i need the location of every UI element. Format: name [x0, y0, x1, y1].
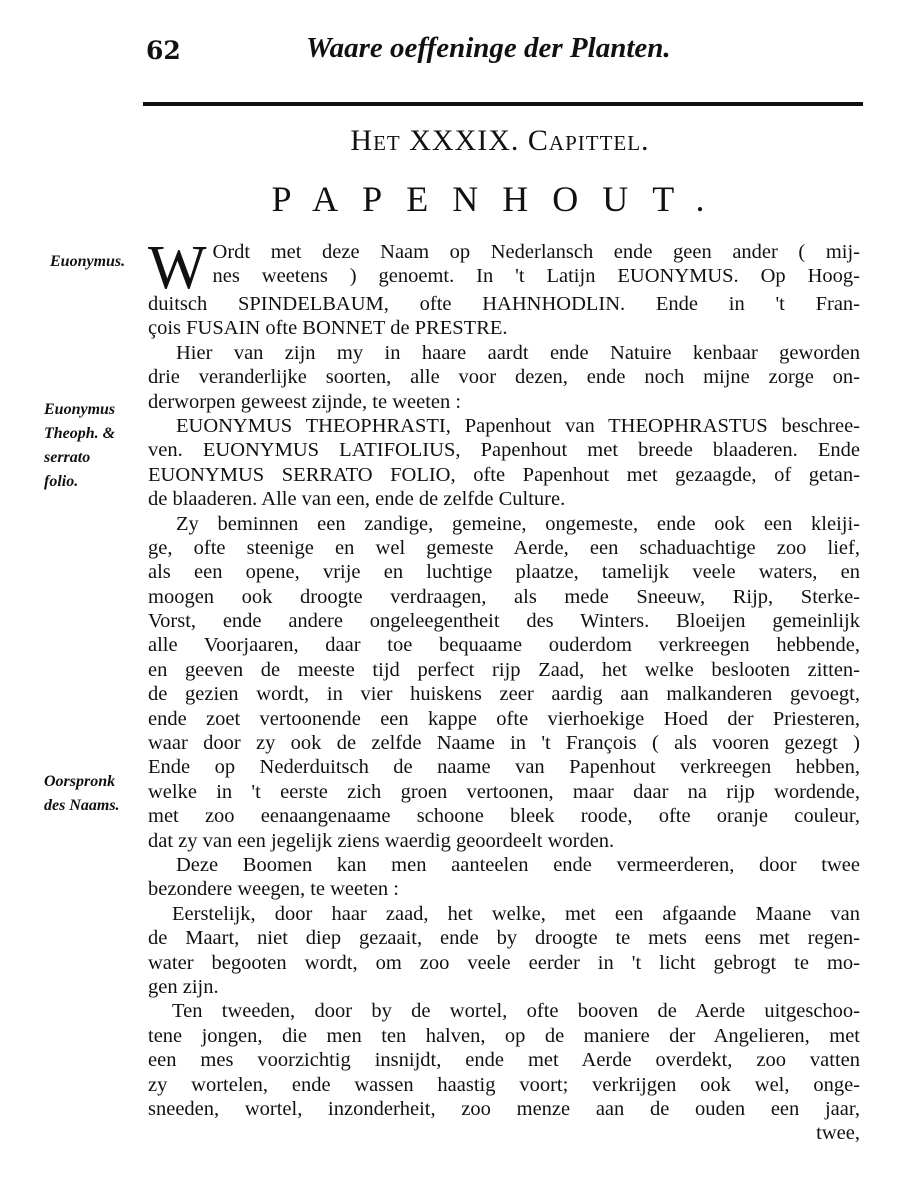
margin-notes — [0, 0, 150, 1200]
text-line: Hier van zijn my in haare aardt ende Natuire kenbaar geworden — [176, 341, 860, 364]
text-line: water begooten wordt, om zoo veele eerder in 't licht gebrogt te mo- — [148, 951, 860, 974]
text-line: moogen ook droogte verdraagen, als mede Sneeuw, Rijp, Sterke- — [148, 585, 860, 608]
text-line: Zy beminnen een zandige, gemeine, ongemeste, ende ook een kleiji- — [176, 512, 860, 535]
margin-note-euonymus: Euonymus. — [50, 253, 126, 270]
text-line: EUONYMUS THEOPHRASTI, Papenhout van THEOPHRASTUS beschree- — [176, 414, 860, 437]
text-line: EUONYMUS SERRATO FOLIO, ofte Papenhout met gezaagde, of getan- — [148, 463, 860, 486]
text-line: gen zijn. — [148, 975, 219, 998]
text-line: çois FUSAIN ofte BONNET de PRESTRE. — [148, 317, 508, 340]
text-line: ge, ofte steenige en wel gemeste Aerde, een schaduachtige zoo lief, — [148, 536, 860, 559]
running-title: Waare oeffeninge der Planten. — [306, 32, 671, 64]
text-line: een mes voorzichtig insnijdt, ende met Aerde overdekt, zoo vatten — [148, 1049, 860, 1072]
catchword: twee, — [816, 1122, 860, 1145]
text-line: derworpen geweest zijnde, te weeten : — [148, 390, 462, 413]
text-line: Vorst, ende andere ongeleegentheit des Winters. Bloeijen gemeinlijk — [148, 610, 860, 633]
first-paragraph-block — [148, 240, 860, 292]
header-rule — [143, 102, 863, 106]
text-line: de Maart, niet diep gezaait, ende by droogte te mets eens met regen- — [148, 927, 860, 950]
margin-note-origin: Oorspronk des Naams. — [44, 773, 120, 814]
text-line: ven. EUONYMUS LATIFOLIUS, Papenhout met breede blaaderen. Ende — [148, 439, 860, 462]
text-line: alle Voorjaaren, daar toe bequaame ouderdom verkreegen hebbende, — [148, 634, 860, 657]
text-line: met zoo eenaangenaame schoone bleek roode, ofte oranje couleur, — [148, 805, 860, 828]
text-line: de gezien wordt, in vier huiskens zeer aardig aan malkanderen gevoegt, — [148, 683, 860, 706]
text-line: tene jongen, die men ten halven, op de maniere der Angelieren, met — [148, 1024, 860, 1047]
text-line: de blaaderen. Alle van een, ende de zelfde Culture. — [148, 488, 566, 511]
margin-note-varieties: Euonymus Theoph. & serrato folio. — [44, 401, 116, 490]
text-line: Ende op Nederduitsch de naame van Papenhout verkreegen hebben, — [148, 756, 860, 779]
text-line: en geeven de meeste tijd perfect rijp Zaad, het welke beslooten zitten- — [148, 658, 860, 681]
text-line: welke in 't eerste zich groen vertoonen, maar daar na rijp wordende, — [148, 780, 860, 803]
page-number: 62 — [146, 36, 181, 65]
text-line: Ten tweeden, door by de wortel, ofte booven de Aerde uitgeschoo- — [172, 1000, 860, 1023]
text-line: Ordt met deze Naam op Nederlansch ende geen ander ( mij- — [212, 241, 860, 263]
text-line: drie veranderlijke soorten, alle voor dezen, ende noch mijne zorge on- — [148, 366, 860, 389]
text-line: waar door zy ook de zelfde Naame in 't François ( als vooren gezegt ) — [148, 732, 860, 755]
text-line: dat zy van een jegelijk ziens waerdig geoordeelt worden. — [148, 829, 615, 852]
text-line: Deze Boomen kan men aanteelen ende vermeerderen, door twee — [176, 853, 860, 876]
text-line: duitsch SPINDELBAUM, ofte HAHNHODLIN. Ende in 't Fran- — [148, 293, 860, 315]
drop-cap: W — [148, 240, 207, 292]
text-line: bezondere weegen, te weeten : — [148, 878, 399, 901]
text-line: zy wortelen, ende wassen haastig voort; verkrijgen ook wel, onge- — [148, 1073, 860, 1096]
body-text — [148, 240, 860, 1190]
text-line: sneeden, wortel, inzonderheit, zoo menze aan de ouden een jaar, — [148, 1097, 860, 1120]
chapter-subtitle: PAPENHOUT. — [271, 179, 729, 219]
text-line: als een opene, vrije en luchtige plaatze, tamelijk veele waters, en — [148, 561, 860, 584]
text-line: ende zoet vertoonende een kappe ofte vierhoekige Hoed der Priesteren, — [148, 707, 860, 730]
chapter-title: Het XXXIX. Capittel. — [350, 124, 650, 157]
text-line: nes weetens ) genoemt. In 't Latijn EUONYMUS. Op Hoog- — [212, 265, 860, 288]
text-line: Eerstelijk, door haar zaad, het welke, met een afgaande Maane van — [172, 902, 860, 925]
